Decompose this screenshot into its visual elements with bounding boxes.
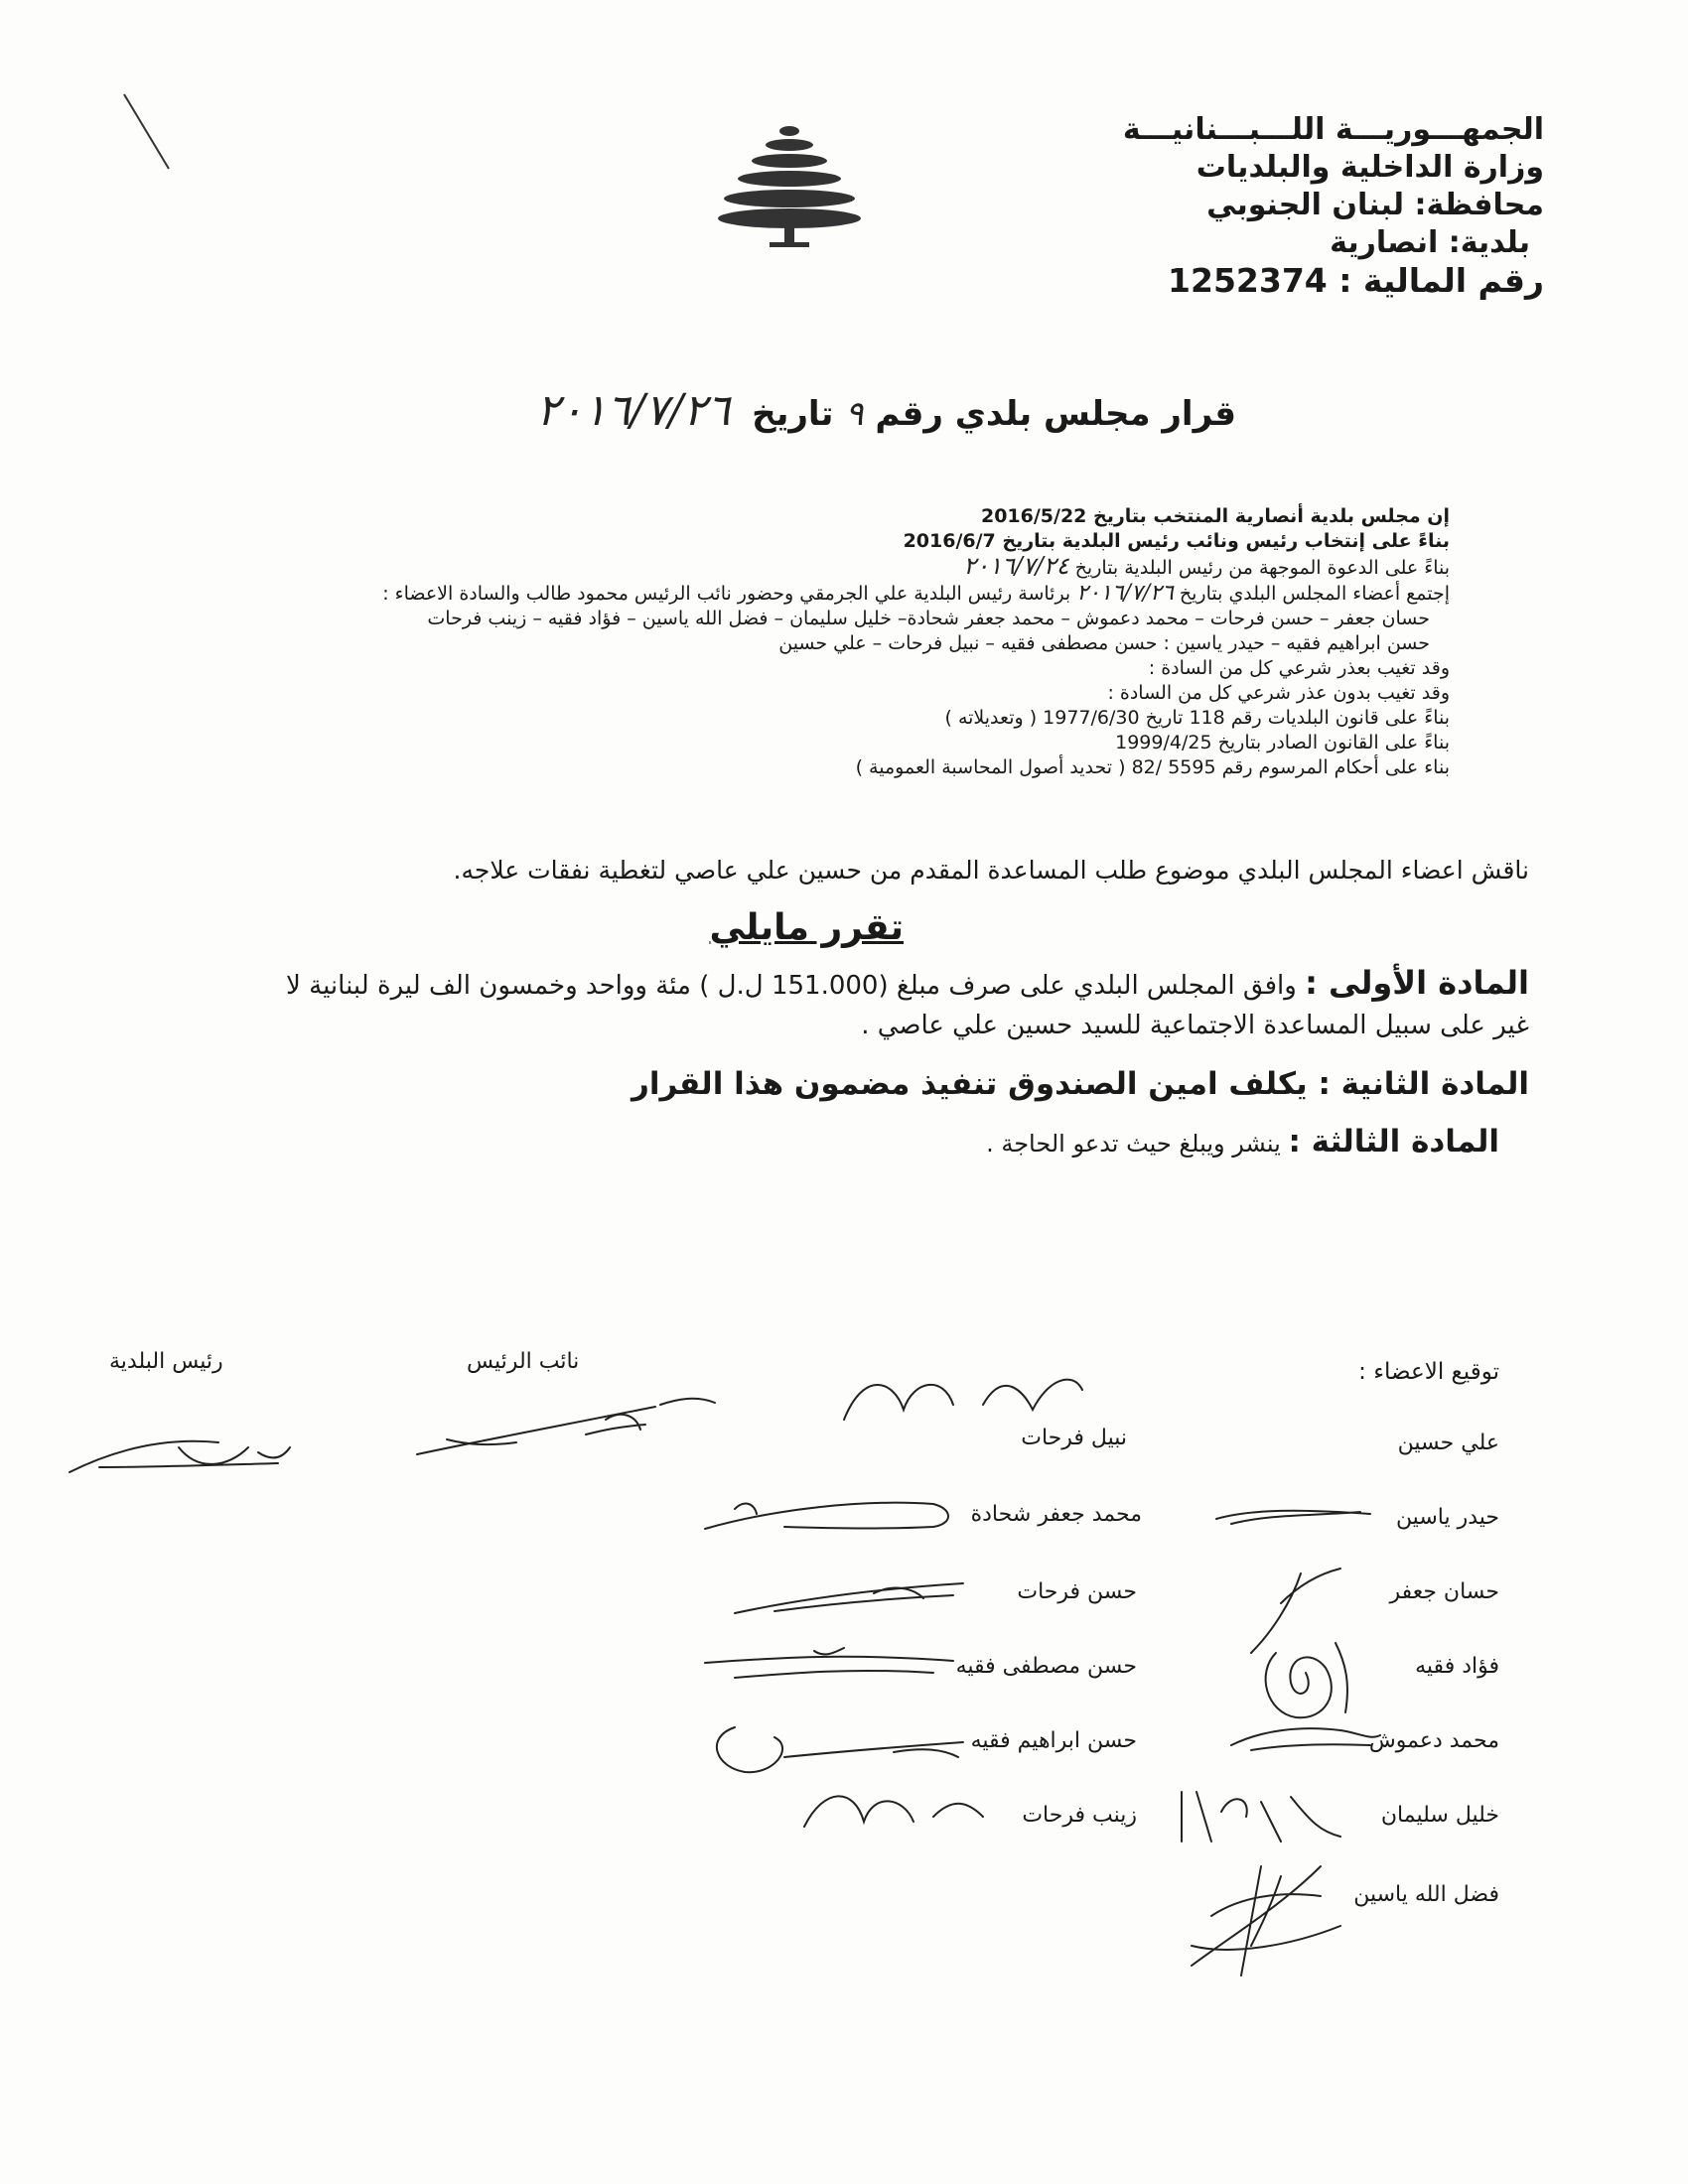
member-name: فؤاد فقيه: [1415, 1654, 1499, 1679]
member-name: محمد جعفر شحادة: [970, 1502, 1142, 1527]
signature-scribble: [834, 1350, 1092, 1439]
decision-title: [536, 385, 1236, 436]
signature-president: [60, 1418, 298, 1487]
signature-scribble: [794, 1777, 993, 1837]
signature-scribble: [1172, 1846, 1360, 1985]
member-name: حسان جعفر: [1389, 1579, 1499, 1604]
header-block: [1123, 111, 1544, 300]
member-name: حسن مصطفى فقيه: [955, 1654, 1137, 1679]
header-finance-number: رقم المالية : 1252374: [1168, 261, 1544, 300]
preamble-line: بناءً على القانون الصادر بتاريخ 1999/4/25: [1115, 732, 1450, 753]
title-text: قرار مجلس بلدي رقم: [875, 394, 1236, 434]
article-1-label: المادة الأولى :: [1305, 964, 1529, 1002]
signature-vice-president: [407, 1385, 725, 1464]
cedar-emblem: [715, 117, 864, 256]
vice-president-label: نائب الرئيس: [467, 1349, 580, 1374]
member-name: حسن ابراهيم فقيه: [970, 1728, 1137, 1753]
article-2-text: يكلف امين الصندوق تنفيذ مضمون هذا القرار: [631, 1066, 1308, 1102]
signature-scribble: [1172, 1782, 1350, 1851]
article-3-text: ينشر ويبلغ حيث تدعو الحاجة .: [986, 1130, 1281, 1158]
decision-heading: تقرر مايلي: [709, 907, 904, 948]
member-name: زينب فرحات: [1022, 1803, 1137, 1828]
preamble-line: وقد تغيب بدون عذر شرعي كل من السادة :: [1107, 682, 1450, 704]
article-2-label: المادة الثانية :: [1318, 1066, 1529, 1102]
member-name: خليل سليمان: [1380, 1803, 1499, 1828]
title-hand-number: ٩: [845, 394, 864, 434]
preamble-line: إن مجلس بلدية أنصارية المنتخب بتاريخ 2016/5/22: [980, 505, 1450, 527]
preamble-line: بناءً على إنتخاب رئيس ونائب رئيس البلدية بتاريخ 2016/6/7: [903, 530, 1450, 552]
preamble-line: حسن ابراهيم فقيه – حيدر ياسين : حسن مصطفى فقيه – نبيل فرحات – علي حسين: [778, 632, 1430, 654]
preamble-line: بناء على أحكام المرسوم رقم 5595 /82 ( تحديد أصول المحاسبة العمومية ): [855, 756, 1450, 778]
title-hand-date: ٢٠١٦/٧/٢٦: [536, 385, 731, 436]
member-name: حسن فرحات: [1017, 1579, 1137, 1604]
member-name: نبيل فرحات: [1021, 1426, 1127, 1450]
signature-scribble: [695, 1643, 973, 1693]
hand-date-meeting: ٢٠١٦/٧/٢٦: [1076, 581, 1174, 606]
member-name: محمد دعموش: [1368, 1728, 1499, 1753]
hand-date-invitation: ٢٠١٦/٧/٢٤: [963, 552, 1069, 580]
article-1-text-cont: غير على سبيل المساعدة الاجتماعية للسيد حسين علي عاصي .: [861, 1011, 1529, 1040]
president-label: رئيس البلدية: [109, 1349, 223, 1374]
preamble-line: حسان جعفر – حسن فرحات – محمد دعموش – محمد جعفر شحادة– خليل سليمان – فضل الله ياسين – فؤاد فقيه – زينب فرحات: [427, 608, 1430, 629]
member-name: حيدر ياسين: [1395, 1505, 1499, 1530]
signature-scribble: [725, 1573, 983, 1623]
article-2: [632, 1064, 1529, 1104]
header-municipality: بلدية: انصارية: [1330, 225, 1530, 260]
preamble-line: بناءً على قانون البلديات رقم 118 تاريخ 1977/6/30 ( وتعديلاته ): [944, 707, 1450, 729]
article-1-text: وافق المجلس البلدي على صرف مبلغ (151.000 ل.ل ) مئة وواحد وخمسون الف ليرة لبنانية لا: [286, 971, 1297, 1001]
member-name: فضل الله ياسين: [1353, 1882, 1499, 1907]
title-date-prefix: تاريخ: [752, 394, 834, 434]
article-3-label: المادة الثالثة :: [1288, 1124, 1499, 1160]
members-signature-title: توقيع الاعضاء :: [1358, 1359, 1499, 1385]
discussion-line: ناقش اعضاء المجلس البلدي موضوع طلب المساعدة المقدم من حسين علي عاصي لتغطية نفقات علاجه.: [453, 856, 1529, 885]
preamble-line: وقد تغيب بعذر شرعي كل من السادة :: [1148, 657, 1450, 679]
article-3: [986, 1124, 1499, 1160]
signature-scribble: [695, 1707, 973, 1787]
signature-scribble: [1211, 1494, 1380, 1534]
article-1: [286, 963, 1529, 1045]
margin-mark: [119, 89, 179, 183]
member-name: علي حسين: [1397, 1431, 1499, 1455]
signature-scribble: [1221, 1715, 1390, 1755]
preamble: [382, 504, 1450, 780]
signature-scribble: [695, 1489, 993, 1539]
preamble-line: بناءً على الدعوة الموجهة من رئيس البلدية بتاريخ ٢٠١٦/٧/٢٤: [963, 552, 1450, 580]
header-ministry: وزارة الداخلية والبلديات: [1196, 150, 1544, 185]
preamble-line: إجتمع أعضاء المجلس البلدي بتاريخ ٢٠١٦/٧/٢٦ برئاسة رئيس البلدية علي الجرمقي وحضور نائب الرئيس محمود طالب والسادة الاعضاء :: [382, 581, 1450, 606]
header-country: الجمهـــوريـــة اللـــبـــنانيـــة: [1122, 112, 1544, 147]
header-governorate: محافظة: لبنان الجنوبي: [1206, 188, 1544, 222]
